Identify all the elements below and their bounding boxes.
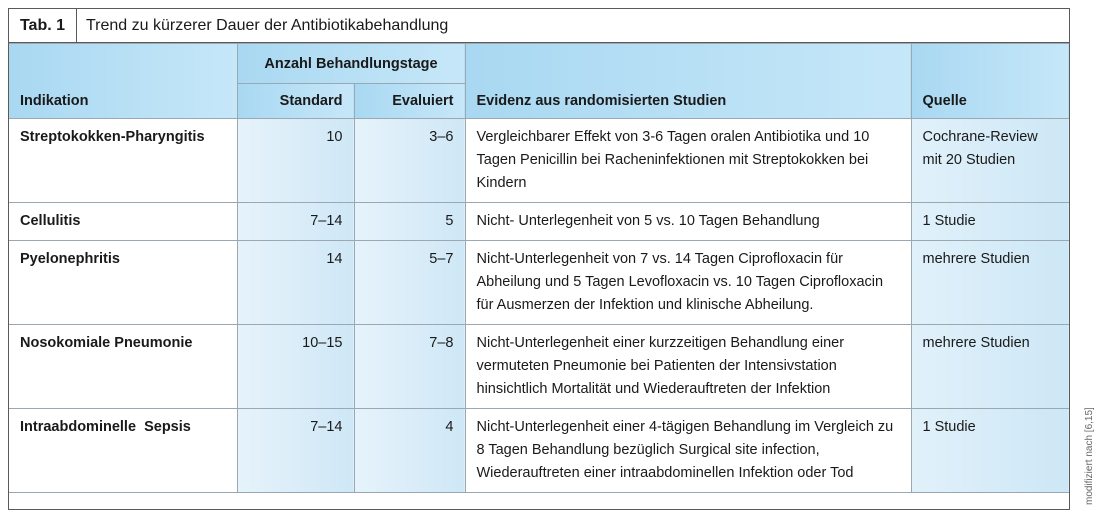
cell-evaluated: 5 (354, 203, 465, 241)
cell-evidence: Vergleichbarer Effekt von 3-6 Tagen oralen Antibiotika und 10 Tagen Penicillin bei Racheninfektionen mit Streptokokken bei Kindern (465, 119, 911, 203)
cell-indication: Nosokomiale Pneumonie (9, 325, 237, 409)
header-evaluated: Evaluiert (354, 84, 465, 119)
cell-source: mehrere Studien (911, 241, 1069, 325)
header-evidence: Evidenz aus randomisierten Studien (465, 44, 911, 119)
cell-indication: Intraabdominelle Sepsis (9, 409, 237, 493)
header-source: Quelle (911, 44, 1069, 119)
cell-evaluated: 5–7 (354, 241, 465, 325)
table-row (9, 325, 1069, 409)
cell-standard: 7–14 (237, 203, 354, 241)
cell-evidence: Nicht-Unterlegenheit einer kurzzeitigen Behandlung einer vermuteten Pneumonie bei Patienten der Intensivstation hinsichtlich Mortalität und Wiederauftreten der Infektion (465, 325, 911, 409)
cell-source: 1 Studie (911, 409, 1069, 493)
cell-evidence: Nicht-Unterlegenheit einer 4-tägigen Behandlung im Vergleich zu 8 Tagen Behandlung bezüglich Surgical site infection, Wiederauftreten einer intraabdominellen Infektion oder Tod (465, 409, 911, 493)
cell-indication: Streptokokken-Pharyngitis (9, 119, 237, 203)
cell-evaluated: 7–8 (354, 325, 465, 409)
table-frame (8, 8, 1070, 510)
cell-standard: 7–14 (237, 409, 354, 493)
header-standard: Standard (237, 84, 354, 119)
table-number-label: Tab. 1 (9, 9, 77, 42)
cell-source: 1 Studie (911, 203, 1069, 241)
cell-evaluated: 3–6 (354, 119, 465, 203)
table-row (9, 409, 1069, 493)
cell-evaluated: 4 (354, 409, 465, 493)
cell-source: Cochrane-Review mit 20 Studien (911, 119, 1069, 203)
table-title-bar (9, 9, 1069, 43)
header-days-group: Anzahl Behandlungstage (237, 44, 465, 84)
cell-standard: 10 (237, 119, 354, 203)
cell-source: mehrere Studien (911, 325, 1069, 409)
cell-indication: Cellulitis (9, 203, 237, 241)
cell-evidence: Nicht-Unterlegenheit von 7 vs. 14 Tagen Ciprofloxacin für Abheilung und 5 Tagen Levofloxacin vs. 10 Tagen Ciprofloxacin für Ausmerzen der Infektion und klinische Abheilung. (465, 241, 911, 325)
table-row (9, 203, 1069, 241)
cell-evidence: Nicht- Unterlegenheit von 5 vs. 10 Tagen Behandlung (465, 203, 911, 241)
cell-standard: 14 (237, 241, 354, 325)
table-row (9, 119, 1069, 203)
table-row (9, 241, 1069, 325)
source-side-note: modifiziert nach [6,15] (1084, 407, 1095, 505)
cell-standard: 10–15 (237, 325, 354, 409)
header-indication: Indikation (9, 44, 237, 119)
cell-indication: Pyelonephritis (9, 241, 237, 325)
antibiotics-table (9, 43, 1069, 493)
table-title: Trend zu kürzerer Dauer der Antibiotikabehandlung (86, 16, 449, 34)
